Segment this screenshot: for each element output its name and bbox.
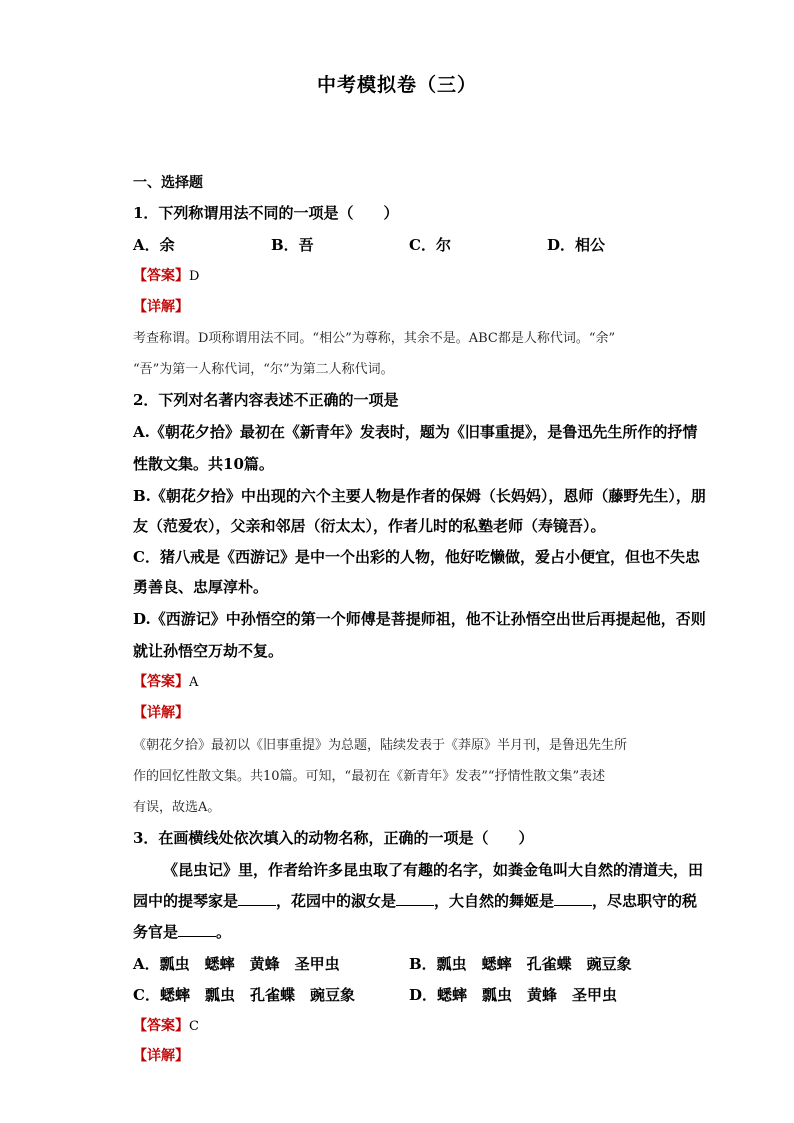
answer-tag: 【答案】 bbox=[133, 674, 189, 690]
q3-passage-line bbox=[133, 921, 231, 942]
q1-option-b: B．吾 bbox=[271, 236, 314, 254]
q1-option-c: C．尔 bbox=[409, 236, 451, 254]
q1-option-a: A．余 bbox=[133, 236, 175, 254]
q2-option-line: B.《朝花夕拾》中出现的六个主要人物是作者的保姆（长妈妈），恩师（藤野先生），朋 bbox=[133, 487, 706, 505]
q3-passage-line: 《昆虫记》里，作者给许多昆虫取了有趣的名字，如粪金龟叫大自然的清道夫，田 bbox=[163, 861, 704, 879]
passage-text: ，花园中的淑女是 bbox=[276, 892, 397, 910]
q2-option-line: 勇善良、忠厚淳朴。 bbox=[133, 578, 269, 596]
q2-option-line: A.《朝花夕拾》最初在《新青年》发表时，题为《旧事重提》，是鲁迅先生所作的抒情 bbox=[133, 423, 698, 441]
q3-option-a: A．瓢虫 蟋蟀 黄蜂 圣甲虫 bbox=[133, 955, 340, 973]
passage-text: 务官是 bbox=[133, 923, 179, 941]
q3-option-b: B．瓢虫 蟋蟀 孔雀蝶 豌豆象 bbox=[409, 955, 632, 973]
q2-detail-tag: 【详解】 bbox=[133, 705, 189, 721]
q2-option-line: 性散文集。共10篇。 bbox=[133, 455, 274, 473]
fill-blank bbox=[554, 893, 592, 906]
q3-option-d: D．蟋蟀 瓢虫 黄蜂 圣甲虫 bbox=[409, 986, 618, 1004]
q2-option-line: 就让孙悟空万劫不复。 bbox=[133, 642, 284, 660]
answer-value: D bbox=[189, 269, 200, 284]
q2-option-line: C．猪八戒是《西游记》是中一个出彩的人物，他好吃懒做，爱占小便宜，但也不失忠 bbox=[133, 548, 700, 566]
passage-text: ，尽忠职守的税 bbox=[592, 892, 698, 910]
q1-explain-line: 考查称谓。D项称谓用法不同。“相公”为尊称，其余不是。ABC都是人称代词。“余” bbox=[133, 331, 616, 346]
q1-explain-line: “吾”为第一人称代词，“尔”为第二人称代词。 bbox=[133, 362, 394, 377]
q2-explain-line: 《朝花夕拾》最初以《旧事重提》为总题，陆续发表于《莽原》半月刊，是鲁迅先生所 bbox=[133, 738, 628, 753]
q1-detail-tag: 【详解】 bbox=[133, 299, 189, 315]
q2-option-line: 友（范爱农），父亲和邻居（衍太太），作者儿时的私塾老师（寿镜吾）。 bbox=[133, 517, 606, 535]
q2-explain-line: 有误，故选A。 bbox=[133, 800, 221, 815]
question-2-stem: 2．下列对名著内容表述不正确的一项是 bbox=[133, 391, 399, 409]
passage-text: ，大自然的舞姬是 bbox=[434, 892, 555, 910]
fill-blank bbox=[396, 893, 434, 906]
q2-answer bbox=[133, 671, 198, 691]
q3-answer bbox=[133, 1015, 199, 1035]
passage-text: 。 bbox=[216, 923, 232, 941]
fill-blank bbox=[178, 924, 216, 937]
fill-blank bbox=[238, 893, 276, 906]
section-heading: 一、选择题 bbox=[133, 175, 203, 191]
passage-text: 园中的提琴家是 bbox=[133, 892, 239, 910]
q1-option-d: D．相公 bbox=[547, 236, 606, 254]
answer-tag: 【答案】 bbox=[133, 268, 189, 284]
question-1-stem: 1．下列称谓用法不同的一项是（ ） bbox=[133, 204, 399, 222]
answer-value: A bbox=[189, 675, 199, 690]
q1-answer bbox=[133, 265, 199, 285]
q3-option-c: C．蟋蟀 瓢虫 孔雀蝶 豌豆象 bbox=[133, 986, 355, 1004]
question-3-stem: 3．在画横线处依次填入的动物名称，正确的一项是（ ） bbox=[133, 829, 534, 847]
q2-option-line: D.《西游记》中孙悟空的第一个师傅是菩提师祖，他不让孙悟空出世后再提起他，否则 bbox=[133, 610, 706, 628]
q3-detail-tag: 【详解】 bbox=[133, 1048, 189, 1064]
answer-tag: 【答案】 bbox=[133, 1018, 189, 1034]
page-title: 中考模拟卷（三） bbox=[316, 74, 477, 96]
answer-value: C bbox=[189, 1019, 199, 1034]
q2-explain-line: 作的回忆性散文集。共10篇。可知，“最初在《新青年》发表”“抒情性散文集”表述 bbox=[133, 769, 606, 784]
q3-passage-line bbox=[133, 890, 697, 911]
